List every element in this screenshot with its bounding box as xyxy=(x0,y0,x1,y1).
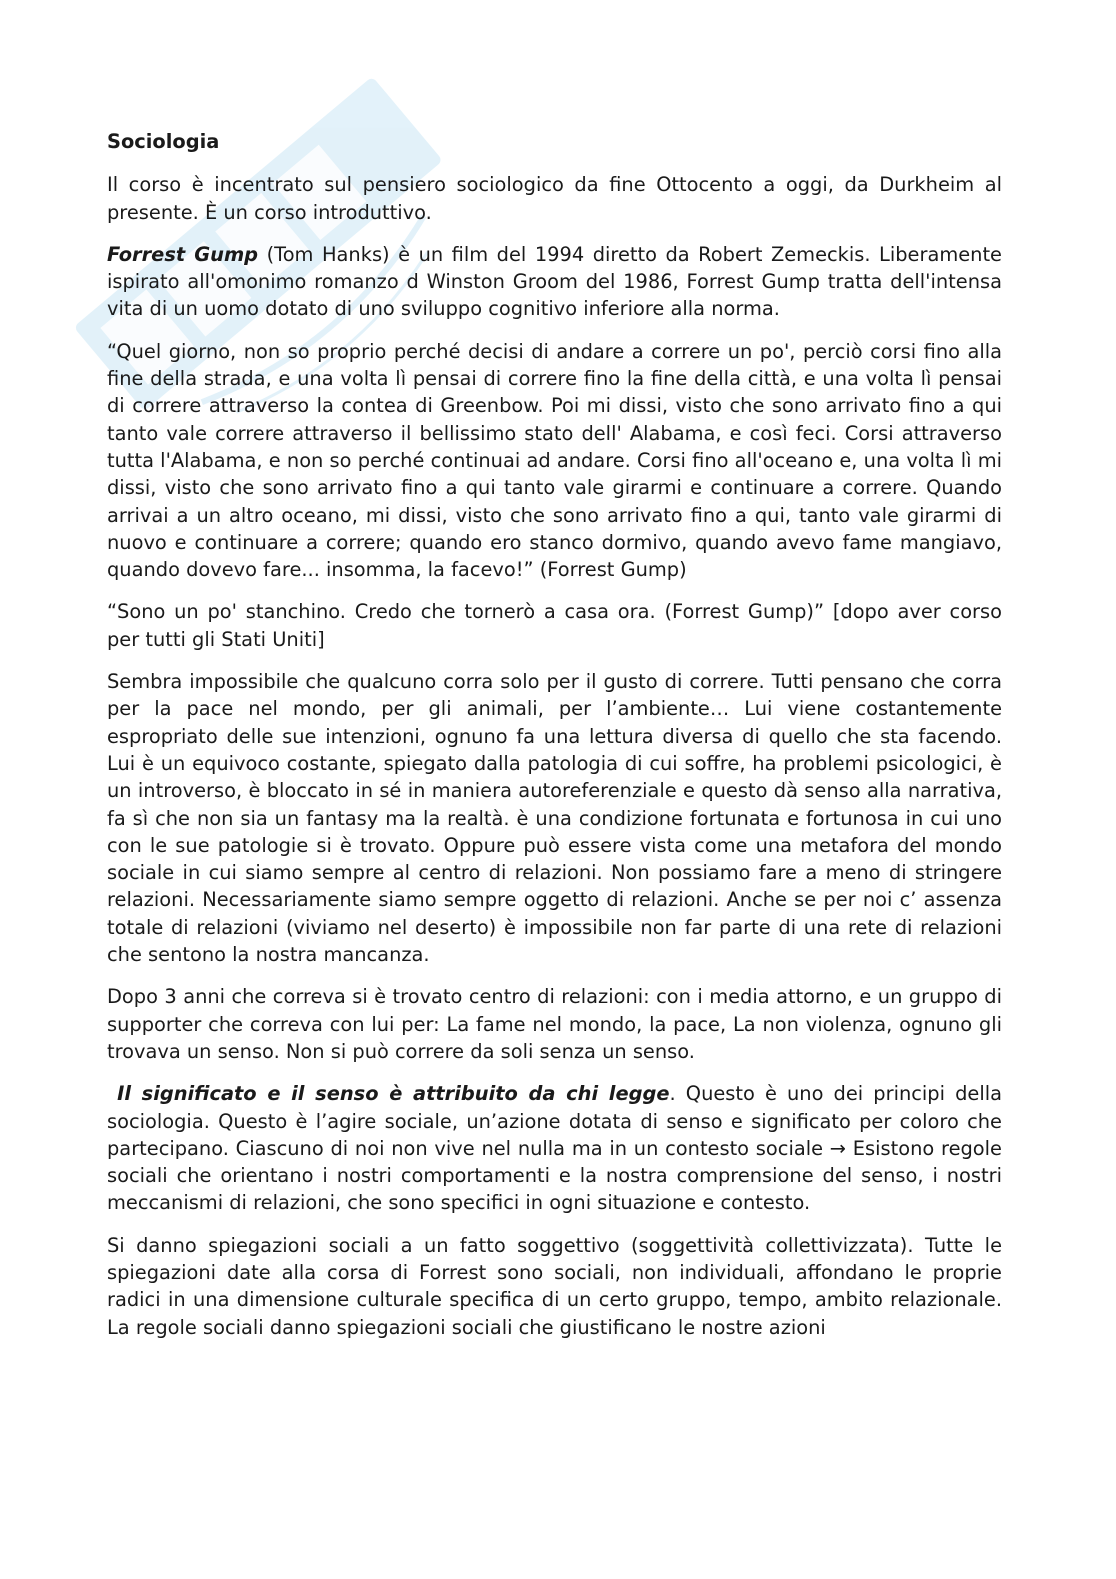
analysis-paragraph-1: Sembra impossibile che qualcuno corra solo per il gusto di correre. Tutti pensano che corra per la pace nel mondo, per gli animali, per l’ambiente… Lui viene costantemente espropriato delle sue intenzioni, ognuno fa una lettura diversa di quello che sta facendo. Lui è un equivoco costante, spiegato dalla patologia di cui soffre, ha problemi psicologici, è un introverso, è bloccato in sé in maniera autoreferenziale e questo dà senso alla narrativa, fa sì che non sia un fantasy ma la realtà. è una condizione fortunata e fortunosa in cui uno con le sue patologie si è trovato. Oppure può essere vista come una metafora del mondo sociale in cui siamo sempre al centro di relazioni. Non possiamo fare a meno di stringere relazioni. Necessariamente siamo sempre oggetto di relazioni. Anche se per noi c’ assenza totale di relazioni (viviamo nel deserto) è impossibile non far parte di una rete di relazioni che sentono la nostra mancanza. xyxy=(107,670,1002,967)
document-title: Sociologia xyxy=(107,130,220,153)
film-paragraph xyxy=(107,241,1002,323)
principle-paragraph xyxy=(107,1080,1002,1216)
film-description: (Tom Hanks) è un film del 1994 diretto da Robert Zemeckis. Liberamente ispirato all'omonimo romanzo d Winston Groom del 1986, Forrest Gump tratta dell'intensa vita di un uomo dotato di uno sviluppo cognitivo inferiore alla norma. xyxy=(107,242,1002,321)
document-body xyxy=(107,128,1002,1356)
principle-text: . Questo è uno dei principi della sociologia. Questo è l’agire sociale, un’azione dotata di senso e significato per coloro che partecipano. Ciascuno di noi non vive nel nulla ma in un contesto sociale → Esistono regole sociali che orientano i nostri comportamenti e la nostra comprensione del senso, i nostri meccanismi di relazioni, che sono specifici in ogni situazione e contesto. xyxy=(107,1082,1002,1215)
intro-paragraph: Il corso è incentrato sul pensiero sociologico da fine Ottocento a oggi, da Durkheim al presente. È un corso introduttivo. xyxy=(107,173,1002,224)
quote-paragraph-2: “Sono un po' stanchino. Credo che tornerò a casa ora. (Forrest Gump)” [dopo aver corso per tutti gli Stati Uniti] xyxy=(107,600,1002,651)
analysis-paragraph-2: Dopo 3 anni che correva si è trovato centro di relazioni: con i media attorno, e un gruppo di supporter che correva con lui per: La fame nel mondo, la pace, La non violenza, ognuno gli trovava un senso. Non si può correre da soli senza un senso. xyxy=(107,985,1002,1063)
analysis-paragraph-3: Si danno spiegazioni sociali a un fatto soggettivo (soggettività collettivizzata). Tutte le spiegazioni date alla corsa di Forrest sono sociali, non individuali, affondano le proprie radici in una dimensione culturale specifica di un certo gruppo, tempo, ambito relazionale. La regole sociali danno spiegazioni sociali che giustificano le nostre azioni xyxy=(107,1233,1002,1339)
principle-emphasis: Il significato e il senso è attribuito da chi legge xyxy=(117,1082,670,1106)
film-title: Forrest Gump xyxy=(107,242,259,266)
quote-paragraph-1: “Quel giorno, non so proprio perché decisi di andare a correre un po', perciò corsi fino alla fine della strada, e una volta lì pensai di correre fino la fine della città, e una volta lì pensai di correre attraverso la contea di Greenbow. Poi mi dissi, visto che sono arrivato fino a qui tanto vale correre attraverso il bellissimo stato dell' Alabama, e così feci. Corsi attraverso tutta l'Alabama, e non so perché continuai ad andare. Corsi fino all'oceano e, una volta lì mi dissi, visto che sono arrivato fino a qui tanto vale girarmi e continuare a correre. Quando arrivai a un altro oceano, mi dissi, visto che sono arrivato fino a qui, tanto vale girarmi di nuovo e continuare a correre; quando ero stanco dormivo, quando avevo fame mangiavo, quando dovevo fare... insomma, la facevo!” (Forrest Gump) xyxy=(107,339,1002,582)
